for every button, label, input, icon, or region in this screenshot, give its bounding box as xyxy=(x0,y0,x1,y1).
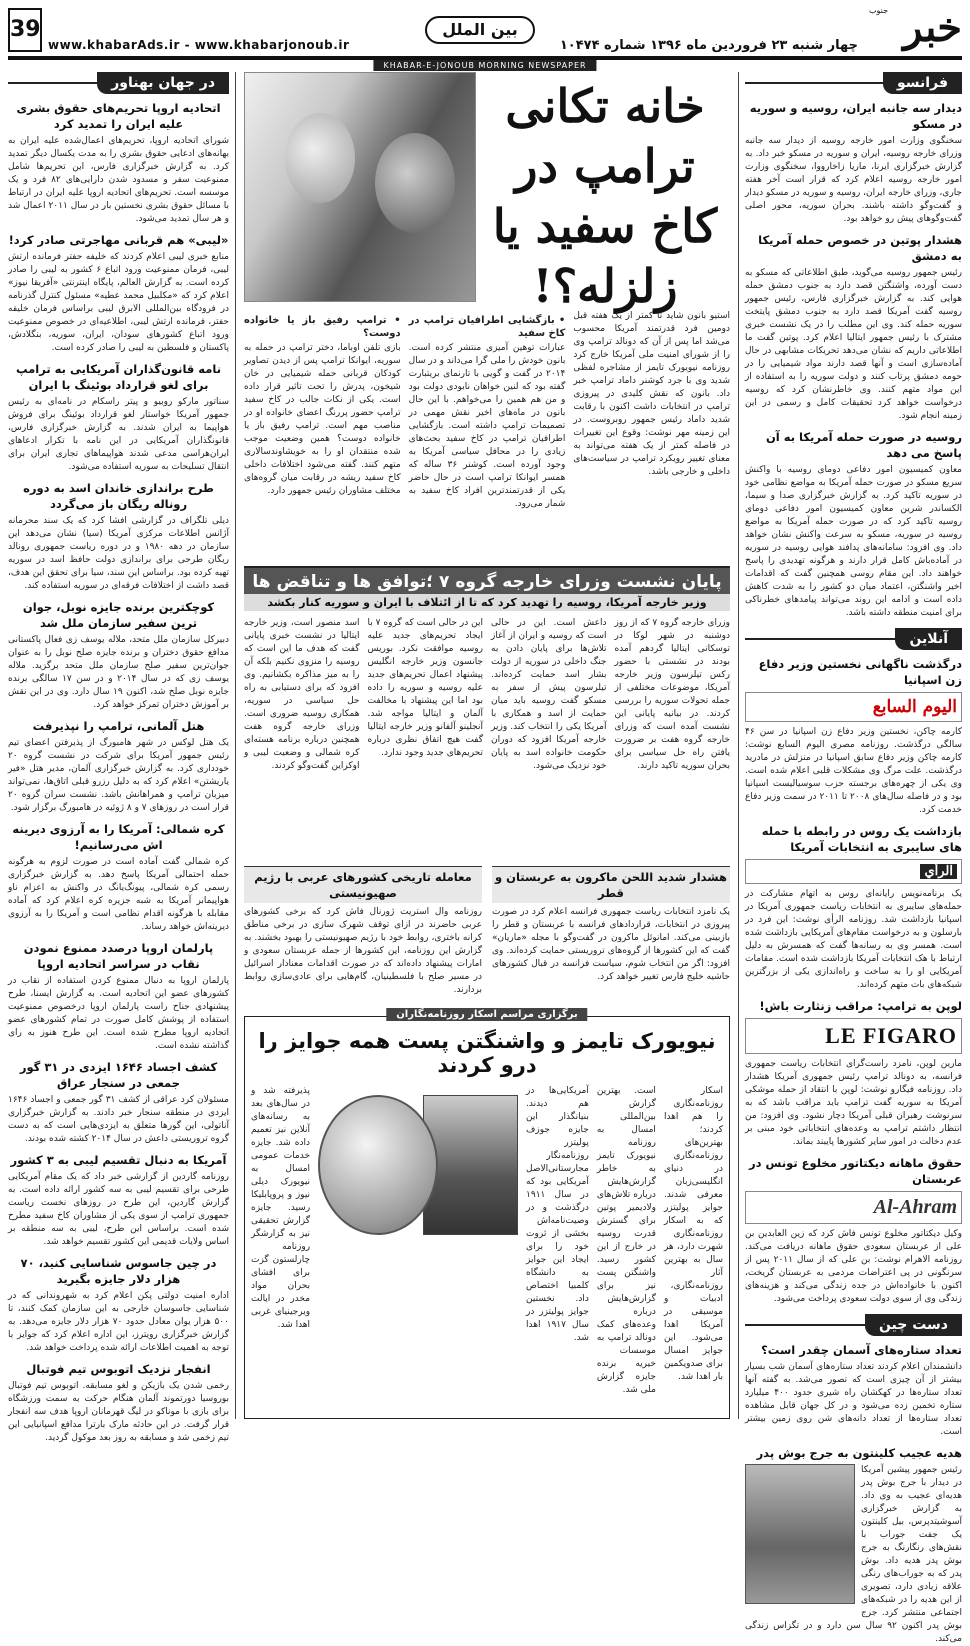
article-body: مارین لوپن، نامزد راست‌گرای انتخابات ریاست جمهوری فرانسه، به دونالد ترامپ رئیس جمهوری آمریکا هشدار داد. روزنامه فیگارو نوشت: لوپن با انتقاد از حمله موشکی آمریکا به سوریه گفت ترامپ باید مراقب باشد که به سرنوشت رهبران قبلی آمریکا دچار نشود. وی افزود: من انتظار داشتم ترامپ به وعده‌های انتخاباتی خود مبنی بر عدم دخالت در امور سایر کشورها پایبند بماند. xyxy=(745,1059,962,1147)
article-body: یک برنامه‌نویس رایانه‌ای روس به اتهام مشارکت در حمله‌های سایبری به انتخابات ریاست جمهوری آمریکا در اسپانیا بازداشت شد. روزنامه الرأی نوشت: این فرد در بارسلون و به درخواست مقام‌های آمریکایی بازداشت شده است. همسر وی به رسانه‌ها گفت که همسرش به دلیل ارتباط با هک انتخابات آمریکا بازداشت شده است. مقامات آمریکایی او را به ساخت و راه‌اندازی یکی از بزرگترین شبکه‌های بات متهم کرده‌اند. xyxy=(745,889,962,990)
section-tab-world xyxy=(8,72,229,94)
feature-columns xyxy=(244,310,730,560)
article-body: روزنامه گاردین از گزارشی خبر داد که یک مقام آمریکایی طرحی برای تقسیم لیبی به سه کشور ارائه داده است. به گزارش گاردین، این طرح در روزهای نخست ریاست جمهوری ترامپ از سوی یکی از مشاوران کاخ سفید مطرح شده است. براساس این طرح، لیبی به سه منطقه بر اساس ولایات قدیمی این کشور تقسیم خواهد شد. xyxy=(8,1172,229,1247)
article-body: پارلمان اروپا به دنبال ممنوع کردن استفاده از نقاب در کشورهای عضو این اتحادیه است. به گزارش ایسنا، طرح پیشنهادی جناح راست پارلمان اروپا درخصوص ممنوعیت استفاده از پوشش کامل صورت در تمام کشورهای عضو اتحادیه اروپا مطرح شده است. این طرح هنوز به رای گذاشته نشده است. xyxy=(8,976,229,1051)
left-column xyxy=(8,72,236,1443)
article xyxy=(8,940,229,1053)
feature-subhead: • ترامپ رفیق باز یا خانواده دوست؟ xyxy=(243,315,401,339)
article-body: دانشمندان اعلام کردند تعداد ستاره‌های آسمان شب بسیار بیشتر از آن چیزی است که تصور می‌شد. به گفته آنها تعداد ستاره‌ها در کهکشان راه شیری حدود ۴۰۰ میلیارد ستاره تخمین زده می‌شود و در کل جهان قابل مشاهده تعداد ستاره‌ها از تعداد دانه‌های شن روی زمین بیشتر است. xyxy=(745,1362,962,1437)
section-tab-france xyxy=(745,72,962,94)
article-body: رئیس جمهور پیشین آمریکا در دیدار با جرج بوش پدر هدیه‌ای عجیب به وی داد. به گزارش خبرگزاری آسوشیتدپرس، بیل کلینتون یک جفت جوراب با نقش‌های رنگارنگ به جرج بوش پدر هدیه داد. بوش پدر که به جوراب‌های رنگی علاقه زیادی دارد، تصویری از این هدیه را در شبکه‌های اجتماعی منتشر کرد. جرج بوش پدر اکنون ۹۲ سال سن دارد و در تگزاس زندگی می‌کند. xyxy=(745,1465,963,1644)
article-body: روزنامه وال استریت ژورنال فاش کرد که برخی کشورهای عربی حاضرند در ازای توقف شهرک سازی در برخی مناطق کرانه باختری، روابط خود با رژیم صهیونیستی را بهبود بخشند. به گزارش این روزنامه، این کشورها از جمله عربستان سعودی و امارات پیشنهاد داده‌اند که در صورت اقدامات معنادار اسرائیل در مسیر صلح با فلسطینیان، گام‌هایی برای عادی‌سازی روابط بردارند. xyxy=(244,907,482,995)
article-headline[interactable]: اتحادیه اروپا تحریم‌های حقوق بشری علیه ایران را تمدید کرد xyxy=(16,101,221,131)
article-body: اداره امنیت دولتی پکن اعلام کرد به شهروندانی که در شناسایی جاسوسان خارجی به این سازمان کمک کنند، تا ۵۰۰ هزار یوان معادل حدود ۷۰ هزار دلار جایزه می‌دهد. به گزارش خبرگزاری رویترز، این اداره اعلام کرد که جوایز با توجه به اهمیت اطلاعات ارائه شده پرداخت خواهد شد. xyxy=(8,1291,229,1353)
feature-text-col xyxy=(244,310,401,560)
article-headline[interactable]: آمریکا به دنبال تقسیم لیبی به ۳ کشور xyxy=(10,1153,227,1167)
logo-sub: جنوب xyxy=(869,6,889,15)
feature-text: عبارات توهین آمیزی منتشر کرده است. بانون خودش را ملی گرا می‌داند و در سال ۲۰۱۴ در گفت و گویی با تارنمای بریتبارت گفته بود که لنین خواهان نابودی دولت بود و من هم همین را می‌خواهم. با این حال بانون در ماه‌های اخیر نقش مهمی در تصمیمات ترامپ داشته است. بازگشایی اطرافیان ترامپ در کاخ سفید بحث‌های زیادی را در محافل سیاسی آمریکا به وجود آورده است. کوشنر ۳۶ ساله که همسر ایوانکا ترامپ است در حال حاضر یکی از قدرتمندترین افراد کاخ سفید به شمار می‌رود. xyxy=(408,343,566,509)
feature-photo xyxy=(244,72,476,302)
g7-text: اسد منصور است، وزیر خارجه ایتالیا در نشست خبری پایانی گفت که هدف ما این است که روسیه را منزوی نکنیم بلکه آن را به میز مذاکره بکشانیم. وی افزود که برای دستیابی به راه حل سیاسی در سوریه، همکاری روسیه ضروری است. وزرای خارجه گروه هفت همچنین درباره برنامه هسته‌ای کره شمالی و وضعیت لیبی و اوکراین گفت‌وگو کردند. xyxy=(244,618,360,771)
article-headline[interactable]: درگذشت ناگهانی نخستین وزیر دفاع زن اسپانیا xyxy=(758,657,962,687)
article xyxy=(745,998,962,1149)
mid-stories xyxy=(244,860,730,1010)
article xyxy=(745,232,962,423)
g7-columns xyxy=(244,617,730,867)
article-headline[interactable]: انفجار نزدیک اتوبوس تیم فوتبال xyxy=(26,1362,211,1376)
source-name: اليوم السابع xyxy=(872,697,957,717)
article-headline[interactable]: هدیه عجیب کلینتون به جرج بوش پدر xyxy=(756,1446,962,1460)
source-name: Al-Ahram xyxy=(873,1196,957,1218)
article xyxy=(745,100,962,226)
article xyxy=(8,1361,229,1445)
article-headline[interactable]: دیدار سه جانبه ایران، روسیه و سوریه در مسکو xyxy=(749,101,962,131)
article-body: رخمی شدن یک بازیکن و لغو مسابقه. اتوبوس تیم فوتبال بوروسیا دورتموند آلمان هنگام حرکت به سمت ورزشگاه برای بازی با موناکو در لیگ قهرمانان اروپا هدف سه انفجار قرار گرفت. در این حادثه مارک بارترا مدافع اسپانیایی این تیم زخمی شد و مسابقه به روز بعد موکول گردید. xyxy=(8,1381,229,1443)
article-headline[interactable]: معامله تاریخی کشورهای عربی با رژیم صهیونیستی xyxy=(244,866,482,903)
g7-text: داعش است. این در حالی است که روسیه و ایران از آغاز تلاش‌ها برای پایان دادن به جنگ داخلی در سوریه از دولت بشار اسد حمایت کرده‌اند. تیلرسون پیش از سفر به مسکو گفت روسیه باید میان حمایت از اسد و همکاری با آمریکا یکی را انتخاب کند. وزیر خارجه آمریکا افزود که دوران حکومت خانواده اسد به پایان خود نزدیک می‌شود. xyxy=(491,618,607,771)
pulitzer-images xyxy=(318,1085,518,1425)
website-urls[interactable]: www.khabarAds.ir - www.khabarjonoub.ir xyxy=(48,38,350,52)
feature-story xyxy=(244,72,730,560)
article-headline[interactable]: روسیه در صورت حمله آمریکا به آن پاسخ می دهد xyxy=(765,430,962,460)
article xyxy=(745,1342,962,1439)
article xyxy=(8,1059,229,1146)
article xyxy=(8,361,229,474)
article xyxy=(745,1155,962,1306)
article xyxy=(745,1445,962,1646)
photo-figure xyxy=(285,113,355,203)
g7-text: وزرای خارجه گروه ۷ که از روز دوشنبه در شهر لوکا در توسکانی ایتالیا گردهم آمده بودند در نشستی با حضور رکس تیلرسون وزیر خارجه آمریکا، موضوعات مختلفی از جمله تحولات سوریه را بررسی کردند. در بیانیه پایانی این نشست آمده است که وزرای خارجه گروه هفت بر ضرورت یافتن راه حل سیاسی برای بحران سوریه تاکید دارند. xyxy=(614,618,730,771)
g7-subheadline: وزیر خارجه آمریکا، روسیه را تهدید کرد که تا از ائتلاف با ایران و سوریه کنار بکشد xyxy=(244,594,730,611)
feature-text-col xyxy=(409,310,566,560)
section-title: بین الملل xyxy=(425,16,535,44)
article xyxy=(745,429,962,620)
article xyxy=(8,821,229,934)
feature-text: استیو بانون شاید تا کمتر از یک هفته قبل دومین فرد قدرتمند آمریکا محسوب می‌شد اما پس از آن که دونالد ترامپ وی را از شورای امنیت ملی آمریکا خارج کرد روزنامه نیویورک تایمز از مشاجره لفظی شدید وی با جرد کوشنر داماد ترامپ خبر داد. بانون که نقش کلیدی در پیروزی ترامپ در انتخابات داشت اکنون با رقابت شدید داماد رئیس جمهور روبروست. در این زمینه مهر نوشت: وقوع این تغییرات در فاصله کمتر از یک هفته می‌تواند به معنای تغییر رویکرد ترامپ در سیاست‌های داخلی و خارجی باشد. xyxy=(573,311,730,477)
article-headline[interactable]: کره شمالی: آمریکا را به آرزوی دیرینه اش می‌رسانیم! xyxy=(12,822,225,852)
article-headline[interactable]: حقوق ماهانه دیکتاتور مخلوع تونس در عربستان xyxy=(749,1156,962,1186)
source-logo xyxy=(745,1018,962,1054)
article xyxy=(244,860,482,1010)
article-headline[interactable]: لوپن به ترامپ: مراقب زنثارت باش! xyxy=(759,999,962,1013)
logo-text: خبر xyxy=(903,4,962,51)
article xyxy=(8,1152,229,1249)
issue-date: چهار شنبه ۲۳ فروردین ماه ۱۳۹۶ شماره ۱۰۴۷۴ xyxy=(559,38,858,53)
g7-text: این در حالی است که گروه ۷ با ایجاد تحریم‌های جدید علیه روسیه موافقت نکرد. بوریس جانسون وزیر خارجه انگلیس پیشنهاد اعمال تحریم‌های جدید علیه روسیه و سوریه را داده بود اما این پیشنهاد با مخالفت آلمان و ایتالیا مواجه شد. آنجلینو آلفانو وزیر خارجه ایتالیا گفت هیچ اتفاق نظری درباره تحریم‌های جدید وجود ندارد. xyxy=(367,618,483,758)
article-body: مسئولان کرد عراقی از کشف ۳۱ گور جمعی و اجساد ۱۶۴۶ ایزدی در منطقه سنجار خبر دادند. به گزارش خبرگزاری آناتولی، این گورها متعلق به ایزدی‌هایی است که به دست گروه تروریستی داعش در سال ۲۰۱۴ کشته شده بودند. xyxy=(8,1095,230,1144)
article-photo xyxy=(745,1464,855,1604)
article-headline[interactable]: کشف اجساد ۱۶۴۶ ایزدی در ۳۱ گور جمعی در سنجار عراق xyxy=(19,1060,218,1090)
section-tab-label: فرانسو xyxy=(883,72,962,94)
article-headline[interactable]: بازداشت یک روس در رابطه با حمله های سایبری به انتخابات آمریکا xyxy=(761,824,962,854)
pulitzer-text: است. بهترین گزارش بین‌المللی امسال به روزنامه نیویورک تایمز به خاطر گزارش‌هایش درباره تلاش‌های ولادیمیر پوتین برای گسترش قدرت روسیه در خارج از این کشور رسید. واشنگتن پست نیز برای گزارش‌هایش درباره وعده‌های کمک دونالد ترامپ به موسسات خیریه برنده جایزه گزارش ملی شد. xyxy=(596,1086,656,1395)
article-body: رئیس جمهور روسیه می‌گوید، طبق اطلاعاتی که مسکو به دست آورده، واشنگتن قصد دارد به جنوب دمشق حمله هوایی کند. به گزارش خبرگزاری فارس، رئیس جمهور روسیه گفت آمریکا قصد دارد به جنوب دمشق پایتخت سوریه حمله کند. وی این مطلب را در یک نشست خبری مشترک با رئیس جمهور ایتالیا اعلام کرد. پوتین گفت ما اطلاعاتی داریم که نشان می‌دهد تحریکات مشابهی در حال آماده‌سازی است و آنها قصد دارند مواد شیمیایی را در حومه دمشق پرتاب کنند و دولت سوریه را به استفاده از این مواد متهم کنند. وی خاطرنشان کرد که روسیه درخواست خواهد کرد تحقیقات کامل و رسمی در این زمینه انجام شود. xyxy=(745,268,962,421)
article-body: وکیل دیکتاتور مخلوع تونس فاش کرد که زین العابدین بن علی از عربستان سعودی حقوق ماهانه دریافت می‌کند. روزنامه الاهرام نوشت: بن علی که از سال ۲۰۱۱ پس از سرنگونی در پی اعتراضات مردمی به عربستان گریخت، اکنون با خانواده‌اش در جده زندگی می‌کند و هزینه‌های زندگی وی از سوی دولت سعودی پرداخت می‌شود. xyxy=(745,1229,962,1304)
article-body: دیلی تلگراف در گزارشی افشا کرد که یک سند محرمانه آژانس اطلاعات مرکزی آمریکا (سیا) نشان می‌دهد این سازمان در دهه ۱۹۸۰ و در دوره ریاست جمهوری رونالد ریگان طرحی برای براندازی دولت حافظ اسد در سوریه تهیه کرده بود. براساس این سند، سیا برای تحقق این هدف، قصد داشت از اختلافات فرقه‌ای در سوریه استفاده کند. xyxy=(8,516,229,591)
article xyxy=(492,860,730,1010)
article-body: شورای اتحادیه اروپا، تحریم‌های اعمال‌شده علیه ایران به بهانه‌های ادعایی حقوق بشری را به مدت یکسال دیگر تمدید کرد. به گزارش خبرگزاری فارس، این تحریم‌ها شامل ممنوعیت سفر و مسدود شدن دارایی‌های ۸۲ فرد و یک موسسه است. تحریم‌های اتحادیه اروپا علیه ایران در ارتباط با مسائل حقوق بشری نخستین بار در سال ۲۰۱۱ اعمال شد و هر سال تمدید می‌شود. xyxy=(8,136,230,224)
right-column xyxy=(738,72,963,1644)
article-headline[interactable]: کوچکترین برنده جایزه نوبل، جوان ترین سفیر سازمان ملل شد xyxy=(22,600,215,630)
pulitzer-text: اسکار روزنامه‌نگاری را هم اهدا کردند؛ بهترین‌های روزنامه‌نگاری در دنیای انگلیسی‌زبان معرفی شدند. جوایز پولیتزر که به اسکار روزنامه‌نگاری شهرت دارد، هر سال به بهترین آثار روزنامه‌نگاری، ادبیات و موسیقی در آمریکا اهدا می‌شود. این جوایز امسال برای صدویکمین بار اهدا شد. xyxy=(663,1086,723,1382)
article-body: سناتور مارکو روبیو و پیتر راسکام در نامه‌ای به رئیس جمهور آمریکا خواستار لغو قرارداد بوئینگ برای فروش هواپیما به ایران شدند. به گزارش خبرگزاری فارس، قانونگذاران آمریکایی در این نامه با تکرار ادعاهای ایران‌هراسی مدعی شدند هواپیماهای تجاری ایران برای انتقال تسلیحات به سوریه استفاده می‌شود. xyxy=(8,397,229,472)
article-headline[interactable]: هتل آلمانی، ترامپ را نپذیرفت xyxy=(32,719,205,733)
article xyxy=(745,823,962,992)
source-name: الرأي xyxy=(920,864,957,879)
article-body: یک هتل لوکس در شهر هامبورگ از پذیرفتن اعضای تیم رئیس جمهور آمریکا برای شرکت در نشست گروه ۲۰ خودداری کرد. به گزارش خبرگزاری آلمان، مدیر هتل «فیر یاریشتن» اعلام کرد که به دلیل رزرو قبلی اتاق‌ها، نمی‌تواند میزبان ترامپ و همراهانش باشد. نشست سران گروه ۲۰ قرار است در روزهای ۷ و ۸ ژوئیه در هامبورگ برگزار شود. xyxy=(8,738,229,813)
article xyxy=(8,599,229,712)
section-tab-label: آنلاین xyxy=(895,628,962,650)
source-logo xyxy=(745,859,962,884)
feature-text: بازی تلفن اوباما، دختر ترامپ در حمله به سوریه، ایوانکا ترامپ پس از دیدن تصاویر کودکان قربانی حمله شیمیایی در خان شیخون، پدرش را تحت تاثیر قرار داده است. یکی از نکات جالب در کاخ سفید ترامپ حضور پررنگ اعضای خانواده او در مناصب مهم است. ترامپ رفیق باز یا خانواده دوست؟ همین وضعیت موجب شده منتقدان او را به خویشاوندسالاری متهم کنند. گفته می‌شود اختلافات داخلی کاخ سفید ریشه در رقابت میان گروه‌های مختلف مشاوران رئیس جمهور دارد. xyxy=(243,343,401,496)
english-name: KHABAR-E-JONOUB MORNING NEWSPAPER xyxy=(373,60,596,71)
article-body: معاون کمیسیون امور دفاعی دومای روسیه با واکنش سریع مسکو در صورت حمله آمریکا به مواضع نظامی خود در سوریه تاکید کرد. به گزارش خبرگزاری صدا و سیما، الکساندر شرین معاون کمیسیون امور دفاعی دومای روسیه تاکید کرد که در صورت حمله آمریکا به مواضع روسیه در سوریه، مسکو به سرعت واکنش نشان خواهد داد. وی افزود: سامانه‌های پدافند هوایی روسیه در سوریه در آماده‌باش کامل قرار دارند و هرگونه تهدیدی را پاسخ خواهند داد. این مقام روسی همچنین گفت که اقدامات اخیر واشنگتن، اعتماد میان دو کشور را به شدت کاهش داده است و ادامه این روند می‌تواند پیامدهای خطرناکی برای امنیت منطقه داشته باشد. xyxy=(745,465,962,618)
pulitzer-story xyxy=(244,1009,730,1419)
medal-photo xyxy=(318,1095,438,1235)
article xyxy=(8,480,229,593)
source-logo xyxy=(745,692,962,722)
article-headline[interactable]: تعداد ستاره‌های آسمان چقدر است؟ xyxy=(761,1343,962,1357)
article-headline[interactable]: پارلمان اروپا درصدد ممنوع نمودن نقاب در سراسر اتحادیه اروپا xyxy=(23,941,214,971)
section-tab-label: در جهان بهناور xyxy=(97,72,229,94)
article-headline[interactable]: هشدار شدید اللحن ماکرون به عربستان و قطر xyxy=(492,866,730,903)
pulitzer-headline[interactable]: نیویورک تایمز و واشنگتن پست همه جوایز را درو کردند xyxy=(258,1029,716,1077)
source-logo xyxy=(745,1191,962,1224)
article xyxy=(8,1255,229,1355)
g7-story xyxy=(244,566,730,856)
article-body: کره شمالی گفت آماده است در صورت لزوم به هرگونه حمله احتمالی آمریکا پاسخ دهد. به گزارش خبرگزاری رسمی کره شمالی، پیونگ‌یانگ در واکنش به اعزام ناو هواپیمابر آمریکا به شبه جزیره کره اعلام کرد که آماده مقابله با هرگونه اقدام نظامی است و آمریکا را به آرزوی دیرینه‌اش خواهد رساند. xyxy=(8,857,229,932)
article-headline[interactable]: نامه قانون‌گذاران آمریکایی به ترامپ برای لغو قرارداد بوئینگ با ایران xyxy=(15,362,222,392)
article-body: دبیرکل سازمان ملل متحد، ملاله یوسف زی فعال پاکستانی مدافع حقوق دختران و برنده جایزه صلح نوبل را به عنوان جوان‌ترین سفیر صلح سازمان ملل متحد برگزید. ملاله یوسف زی که در سال ۲۰۱۴ و در سن ۱۷ سالگی برنده جایزه نوبل صلح شد، اکنون ۱۹ سال دارد. وی در این نقش بر آموزش دختران تمرکز خواهد کرد. xyxy=(8,635,229,710)
g7-headline[interactable]: پایان نشست وزرای خارجه گروه ۷ ؛توافق ها و تناقض ها xyxy=(244,568,730,594)
section-tab-label: دست چین xyxy=(865,1314,962,1336)
feature-subhead: • بازگشایی اطرافیان ترامپ در کاخ سفید xyxy=(408,315,566,339)
photo-figure xyxy=(375,133,455,233)
article-headline[interactable]: در چین جاسوس شناسایی کنید، ۷۰ هزار دلار جایزه بگیرید xyxy=(20,1256,217,1286)
article xyxy=(8,718,229,815)
article xyxy=(745,656,962,817)
article xyxy=(8,100,229,226)
pulitzer-text: آمریکایی‌ها در هم دیدند. بنیانگذار این جایزه جوزف پولیتزر روزنامه‌نگار مجارستانی‌الاصل آمریکایی بود که در سال ۱۹۱۱ درگذشت و در وصیت‌نامه‌اش بخشی از ثروت خود را برای ایجاد این جوایز به دانشگاه کلمبیا اختصاص داد. نخستین جوایز پولیتزر در سال ۱۹۱۷ اهدا شد. xyxy=(526,1086,589,1343)
section-tab-picks xyxy=(745,1314,962,1336)
article-body: یک نامزد انتخابات ریاست جمهوری فرانسه اعلام کرد در صورت پیروزی در انتخابات، قراردادهای فرانسه با عربستان و قطر را بازبینی می‌کند. امانوئل ماکرون در گفت‌وگو با مجله «ماریان» گفت که این کشورها از گروه‌های تروریستی حمایت کرده‌اند. وی افزود: اگر من انتخاب شوم، سیاست فرانسه در قبال کشورهای حاشیه خلیج فارس تغییر خواهد کرد. xyxy=(492,907,730,982)
section-tab-online xyxy=(745,628,962,650)
pulitzer-kicker: برگزاری مراسم اسکار روزنامه‌نگاران xyxy=(386,1008,587,1021)
article-headline[interactable]: هشدار پوتین در خصوص حمله آمریکا به دمشق xyxy=(758,233,962,263)
pulitzer-columns xyxy=(245,1085,729,1425)
article xyxy=(8,232,229,355)
article-body: منابع خبری لیبی اعلام کردند که خلیفه حفتر فرمانده ارتش لیبی، فرمان ممنوعیت ورود اتباع ۶ کشور به لیبی را صادر کرده است. به گزارش العالم، پایگاه اینترنتی «آفریقا نیوز» اعلام کرد که «مکلبیل محمد عطیه» مسئول کنترل گذرنامه در فرودگاه بین‌المللی الابرق لیبی براساس فرمان خلیفه حفتر، فرمانده ارتش لیبی، اطلاعیه‌ای در خصوص ممنوعیت ورود اتباع کشورهای سودان، ایران، سوریه، بنگلادش، پاکستان و فلسطین به لیبی را صادر کرده است. xyxy=(8,252,229,353)
article-body: کارمه چاکن، نخستین وزیر دفاع زن اسپانیا در سن ۴۶ سالگی درگذشت. روزنامه مصری الیوم السابع نوشت: کارمه چاکن وزیر دفاع سابق اسپانیا در منزلش در مادرید درگذشت. علت مرگ وی مشکلات قلبی اعلام شده است. وی یکی از چهره‌های برجسته حزب سوسیالیست اسپانیا بود و در فاصله سال‌های ۲۰۰۸ تا ۲۰۱۱ در سمت وزیر دفاع خدمت کرد. xyxy=(745,727,963,815)
pulitzer-text: پذیرفته شد و در سال‌های بعد به رسانه‌های آنلاین نیز تعمیم داده شد. جایزه خدمات عمومی امسال به نیویورک دیلی نیوز و پروپابلیکا رسید. جایزه گزارش تحقیقی نیز به گزارشگر روزنامه چارلستون گزت برای افشای بحران مواد مخدر در ایالت ویرجینیای غربی اهدا شد. xyxy=(250,1086,311,1330)
article-body: سخنگوی وزارت امور خارجه روسیه از دیدار سه جانبه وزرای خارجه روسیه، ایران و سوریه در مسکو خبر داد. به گزارش خبرگزاری ایرنا، ماریا زاخارووا، سخنگوی وزارت امور خارجه روسیه اعلام کرد که قرار است آخر هفته جاری، وزرای خارجه ایران، روسیه و سوریه در مسکو دیدار و گفت‌وگو داشته باشند. بحران سوریه، محور اصلی گفت‌وگوهای پیش رو خواهد بود. xyxy=(745,136,962,224)
article-headline[interactable]: طرح براندازی خاندان اسد به دوره روناله ریگان باز می‌گردد xyxy=(23,481,214,511)
article-headline[interactable]: «لیبی» هم قربانی مهاجرتی صادر کرد! xyxy=(8,233,229,247)
page-number: 39 xyxy=(8,8,42,52)
feature-headline[interactable]: خانه تکانی ترامپ در کاخ سفید یا زلزله؟! xyxy=(492,79,718,313)
masthead-logo[interactable] xyxy=(867,4,962,54)
source-name: LE FIGARO xyxy=(825,1023,957,1048)
